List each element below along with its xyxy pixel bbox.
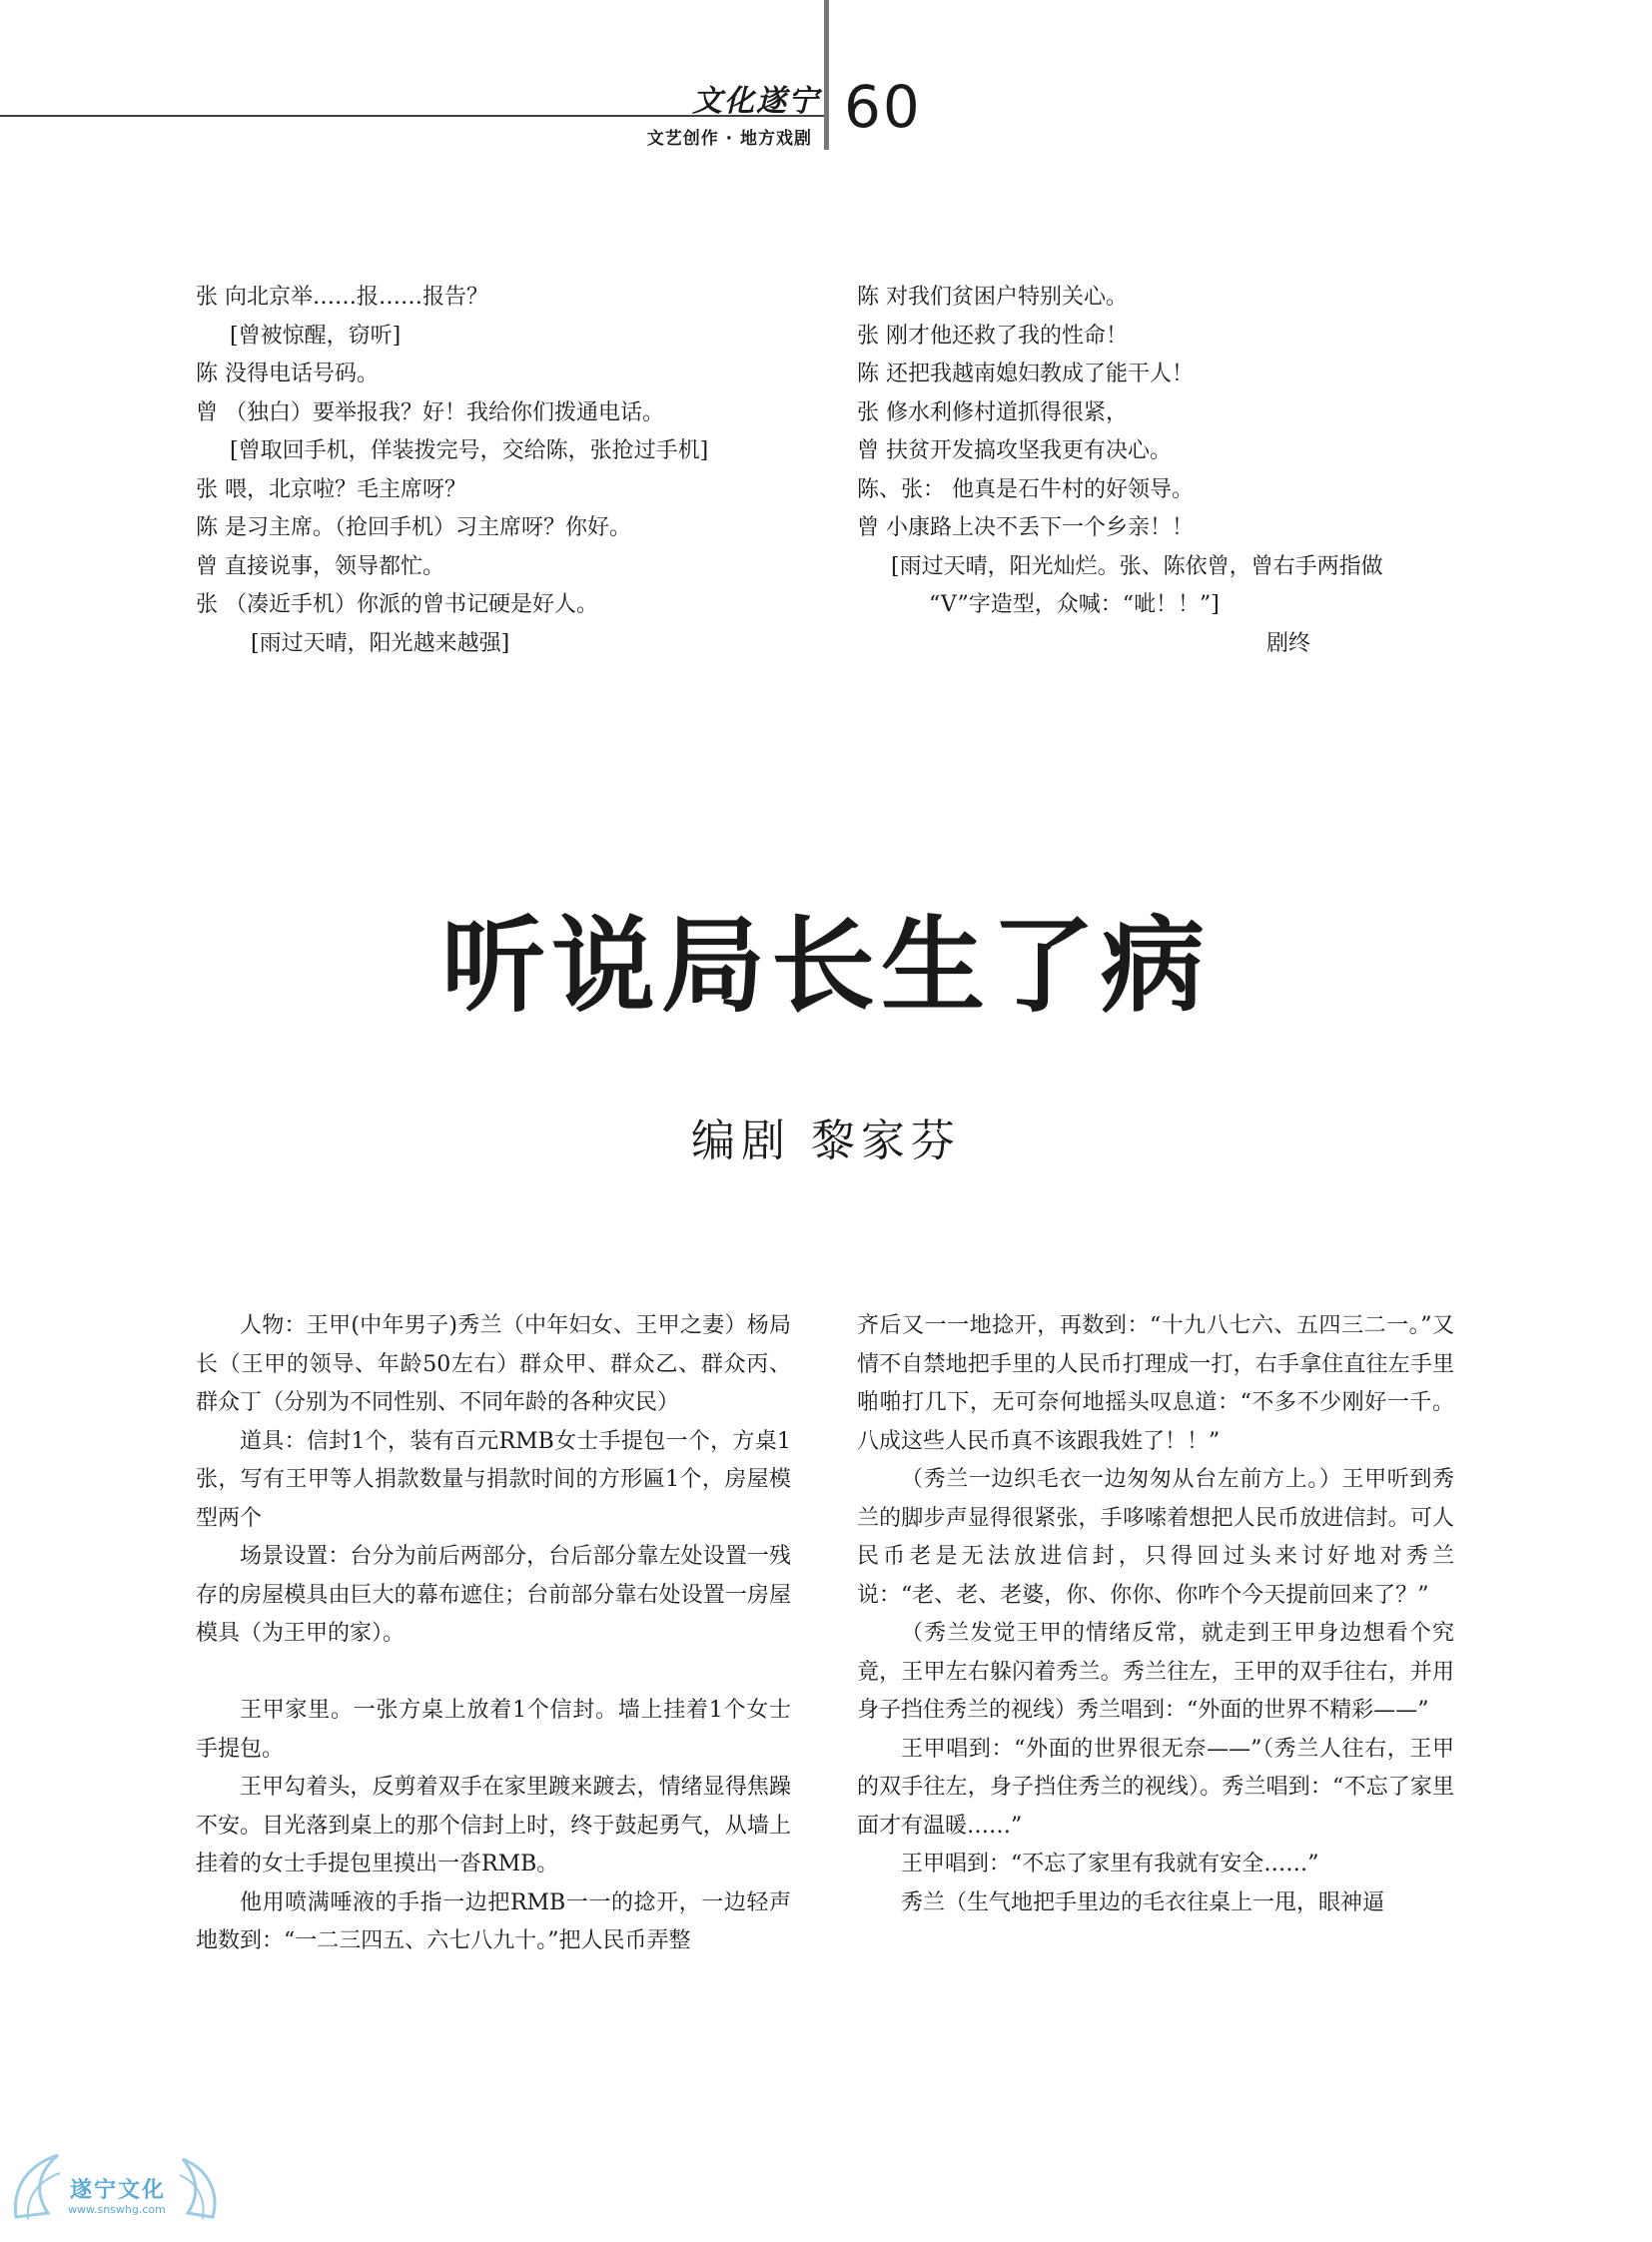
play-author: 编剧 黎家芬 bbox=[691, 1116, 961, 1166]
script-line: 陈 没得电话号码。 bbox=[196, 362, 379, 386]
paragraph: 道具：信封1个，装有百元RMB女士手提包一个，方桌1张，写有王甲等人捐款数量与捐款时间的方形匾1个，房屋模型两个 bbox=[196, 1428, 791, 1531]
watermark-url: www.snswhg.com bbox=[68, 2203, 166, 2216]
paragraph: 王甲家里。一张方桌上放着1个信封。墙上挂着1个女士手提包。 bbox=[196, 1698, 791, 1762]
body-left-column bbox=[196, 1307, 791, 1961]
stage-direction: [雨过天晴，阳光越来越强] bbox=[251, 630, 510, 656]
watermark-name: 遂宁文化 bbox=[70, 2178, 167, 2203]
paragraph: 王甲勾着头，反剪着双手在家里踱来踱去，情绪显得焦躁不安。目光落到桌上的那个信封上时，终于鼓起勇气，从墙上挂着的女士手提包里摸出一沓RMB。 bbox=[196, 1775, 791, 1876]
paragraph: 秀兰（生气地把手里边的毛衣往桌上一甩，眼神逼 bbox=[901, 1889, 1385, 1915]
stage-direction: “V”字造型，众喊：“呲！！”] bbox=[929, 592, 1220, 617]
script-line: 陈、张： 他真是石牛村的好领导。 bbox=[857, 476, 1194, 502]
script-line: 张 向北京举……报……报告？ bbox=[196, 285, 488, 310]
script-line: 张 喂，北京啦？毛主席呀？ bbox=[196, 476, 466, 502]
section-subtitle: 文艺创作 · 地方戏剧 bbox=[646, 129, 812, 149]
paragraph: 他用喷满唾液的手指一边把RMB一一的捻开，一边轻声地数到：“一二三四五、六七八九十。”把人民币弄整 bbox=[196, 1889, 791, 1953]
paragraph: 齐后又一一地捻开，再数到：“十九八七六、五四三二一。”又情不自禁地把手里的人民币打理成一打，右手拿住直往左手里啪啪打几下，无可奈何地摇头叹息道：“不多不少刚好一千。八成这些人民币真不该跟我姓了！！” bbox=[857, 1313, 1454, 1454]
play-end-marker: 剧终 bbox=[1266, 630, 1311, 656]
paragraph: （秀兰发觉王甲的情绪反常，就走到王甲身边想看个究竟，王甲左右躲闪着秀兰。秀兰往左，王甲的双手往右，并用身子挡住秀兰的视线）秀兰唱到：“外面的世界不精彩——” bbox=[857, 1621, 1454, 1723]
play-title: 听说局长生了病 bbox=[440, 905, 1211, 1027]
header-divider bbox=[824, 0, 829, 150]
script-line: 张 （凑近手机）你派的曾书记硬是好人。 bbox=[196, 592, 598, 617]
script-line: 陈 是习主席。（抢回手机）习主席呀？你好。 bbox=[196, 515, 631, 540]
section-title: 文化遂宁 bbox=[692, 84, 820, 119]
stage-direction: [雨过天晴，阳光灿烂。张、陈依曾，曾右手两指做 bbox=[891, 553, 1383, 579]
script-line: 曾 扶贫开发搞攻坚我更有决心。 bbox=[857, 438, 1172, 463]
paragraph: 场景设置：台分为前后两部分，台后部分靠左处设置一残存的房屋模具由巨大的幕布遮住；台前部分靠右处设置一房屋模具（为王甲的家）。 bbox=[196, 1544, 791, 1646]
script-line: 曾 直接说事，领导都忙。 bbox=[196, 553, 444, 579]
script-line: 曾 小康路上决不丢下一个乡亲！！ bbox=[857, 515, 1194, 540]
stage-direction: [曾被惊醒，窃听] bbox=[230, 323, 402, 349]
script-line: 陈 对我们贫困户特别关心。 bbox=[857, 285, 1128, 310]
paragraph: （秀兰一边织毛衣一边匆匆从台左前方上。）王甲听到秀兰的脚步声显得很紧张，手哆嗦着想把人民币放进信封。可人民币老是无法放进信封，只得回过头来讨好地对秀兰说：“老、老、老婆，你、你你、你咋个今天提前回来了？” bbox=[857, 1467, 1454, 1608]
paragraph: 人物：王甲(中年男子)秀兰（中年妇女、王甲之妻）杨局长（王甲的领导、年龄50左右）群众甲、群众乙、群众丙、群众丁（分别为不同性别、不同年龄的各种灾民） bbox=[196, 1313, 791, 1415]
paragraph: 王甲唱到：“外面的世界很无奈——”（秀兰人往右，王甲的双手往左，身子挡住秀兰的视线）。秀兰唱到：“不忘了家里面才有温暖……” bbox=[857, 1736, 1454, 1839]
prev-play-left-column bbox=[196, 279, 708, 663]
body-right-column bbox=[857, 1307, 1454, 1922]
script-line: 曾 （独白）要举报我？好！我给你们拨通电话。 bbox=[196, 399, 664, 425]
script-line: 张 修水利修村道抓得很紧， bbox=[857, 399, 1128, 425]
page-number: 60 bbox=[844, 73, 922, 141]
paragraph: 王甲唱到：“不忘了家里有我就有安全……” bbox=[901, 1852, 1319, 1876]
script-line: 张 刚才他还救了我的性命！ bbox=[857, 323, 1128, 349]
script-line: 陈 还把我越南媳妇教成了能干人！ bbox=[857, 362, 1194, 386]
prev-play-right-column bbox=[857, 279, 1383, 663]
stage-direction: [曾取回手机，佯装拨完号，交给陈，张抢过手机] bbox=[230, 438, 709, 463]
